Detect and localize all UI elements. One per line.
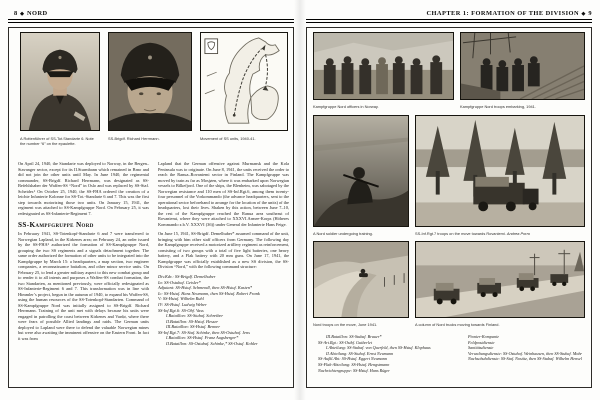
rgt7-on-the-move-photo — [415, 115, 585, 227]
command-line: Div.Kdr.: SS-Brigdf. Demelhuber — [158, 274, 216, 280]
roster-line: I.Abteilung: SS-Stubaf. von Querfeld, then SS-Hstuf. Klophaus — [326, 345, 431, 351]
paragraph-division-established: On June 15, 1941, SS-Brigdf. Demelhuber* assumed command of the unit, bringing with him other staff officers from Germany. The following day the Kampfgruppe received a motorized artillery regiment as reinforcement, consisting of two groups with a total of five light batteries, one heavy battery, and a Flak battery with 20 mm guns. On June 17, 1941, the Kampfgruppe was officially established as a new SS division, the SS-Division “Nord,” with the following command structure: — [158, 231, 289, 270]
roster-right-column — [468, 334, 586, 362]
caption-rgt7-move — [415, 231, 585, 236]
caption-troops-road: Nord troops on the move, June 1941. — [313, 322, 378, 327]
herrmann-portrait-photo — [108, 32, 192, 131]
caption-troops-embarking: Kampfgruppe Nord troops embarking, 1941. — [460, 104, 536, 109]
roster-line: Nachschubdienste: SS-Staf. Nostitz, then SS-Stubaf. Wilhelm Hensel — [468, 356, 582, 362]
caption-herrmann: SS-Brigdf. Richard Herrmann. — [108, 136, 160, 141]
caption-map: Movement of SS units, 1940-41. — [200, 136, 256, 141]
caption-rgt7-move-text: SS-Inf.Rgt.7 troops on the move towards Rovaniemi. — [415, 231, 506, 236]
command-line: II.Bataillon: SS-Hstuf. Hesser — [166, 318, 219, 324]
right-page-number: 9 — [588, 10, 592, 17]
left-header-rule — [8, 19, 294, 23]
command-line: Ia: SS-Ostubaf. Geisler* — [158, 279, 201, 285]
command-line: I.Bataillon: SS-Hstuf. Franz Augsberger* — [166, 335, 239, 341]
page-gutter — [294, 0, 306, 400]
diamond-icon: ◆ — [581, 11, 586, 17]
roster-line: II.Abteilung: SS-Stubaf. Ernst Neumann — [326, 350, 394, 356]
caption-truck-column: A column of Nord trucks moving towards Finland. — [415, 322, 500, 327]
roster-line: Verwaltungsdienste: SS-Ostubaf. Weinhausen, then SS-Stubaf. Mohr — [468, 350, 583, 356]
command-line: Ic: SS-Hstuf. Hans Neumann, then SS-Hstuf. Robert Frank — [158, 290, 260, 296]
truck-column-photo — [415, 241, 585, 318]
photo-credit: Andrea Porro — [506, 231, 531, 236]
chapter-title: CHAPTER 1: FORMATION OF THE DIVISION — [426, 10, 580, 17]
movement-map-image — [200, 32, 288, 131]
command-line: IV: SS-Hstuf. Ludwig Weber — [158, 302, 207, 308]
caption-rottenfuhrer: A Rottenführer of SS-Tot.Standarte 6. Note the number “6” on the epaulette. — [20, 136, 94, 146]
paragraph-lapland-transfer: Lapland that the German offensive against Murmansk and the Kola Peninsula was to originate. On June 8, 1941, the units received the order to reach the Ranua–Rovaniemi sector in Finland. The Kampfgruppe was moved by train as far as Mosjøen, where it was embarked upon Norwegian vessels to Bilkefjord. One of the ships, the Blenheim, was sabotaged by the Norwegian resistance and 110 men of SS-Inf.Rgt.6, among them twenty-four personnel of the Vorkommando (the advance headquarters, sent to the operational sector beforehand to arrange for the location of the units) of the headquarters, lost their lives. Shaken by this action, between June 7–10, the rest of the Kampfgruppe reached the Ranua area southeast of Rovaniemi, where they were attached to XXXVI.Armee-Korps (Höheres Kommando z.b.V. XXXVI (36)) under General der Infanterie Hans Feige. — [158, 161, 289, 227]
paragraph-kampfgruppe-formation: In February 1941, SS-Totenkopf-Standarte 6 and 7 were transferred to Norwegian Lapland, in the Kirkenes area; on February 24, an order issued by the SS-FHA² authorized the formation of SS-Kampfgruppe Nord, grouping the two SS regiments and a signals detachment together. The same order authorized the formation of other units to be integrated into the Kampfgruppe by March 15: a headquarters, a map section, two engineer companies, a reconnaissance battalion, and other minor service units. On February 25, to lend a greater military aspect to this new combat group and to render it to all intents and purposes a Waffen-SS combat formation, the two Standarten, as mentioned previously, were officially redesignated as SS-Infanterie-Regiment 6 and 7. This transformation was in line with Himmler’s project, begun in the autumn of 1940, to expand his Waffen-SS, using the human resources of the SS-Totenkopf-Standarten. Command of SS-Kampfgruppe Nord was initially assigned to SS-Brigdf. Richard Herrmann. Training of the unit met with delays because his units were engaged in patrolling the coast between Kirkenes and Vardø, where there were fears of possible Allied landings and raids. The German units deployed to Lapland were there to defend the valuable Norwegian mines but were also awaiting the imminent offensive on the Eastern Front. In fact it was from — [18, 231, 149, 341]
caption-soldier-training: A Nord soldier undergoing training. — [313, 231, 373, 236]
command-structure-list — [158, 274, 289, 346]
soldier-training-photo — [313, 115, 409, 227]
left-page-header — [14, 10, 48, 17]
roster-line: SS-Flak-Abteilung: SS-Hstuf. Hengstmann — [318, 361, 390, 367]
right-column-text — [158, 161, 289, 346]
section-heading-kampfgruppe-nord: SS-Kampfgruppe Nord — [18, 220, 94, 229]
roster-line: III.Bataillon: SS-Stubaf. Brauer* — [326, 334, 382, 339]
command-line: I.Bataillon: SS-Stubaf. Schreiber — [166, 313, 224, 319]
roster-line: Sanitätsdienste — [468, 345, 494, 351]
rottenfuhrer-portrait-photo — [20, 32, 100, 131]
command-line: SS-Inf.Rgt.6: SS-Obf. Vass — [158, 307, 204, 313]
left-page-number: 8 — [14, 10, 18, 17]
command-line: V: SS-Hstuf. Wilhelm Ruhl — [158, 296, 204, 302]
left-column-text — [18, 161, 149, 341]
troops-road-photo — [313, 241, 409, 318]
roster-line: Feldpostdienste — [468, 339, 495, 345]
command-line: Adjutant: SS-Hstuf. Schmendl, then SS-Hstuf. Kasten* — [158, 285, 253, 291]
diamond-icon: ◆ — [20, 11, 25, 17]
left-page-title: NORD — [26, 10, 48, 17]
roster-line: Nachrichtengruppe: SS-Hstuf. Hans Rüger — [318, 367, 390, 373]
roster-line: SS-Art.Rgt.: SS-Ostbf. Gutberlet — [318, 339, 373, 345]
command-line: III.Bataillon: SS-Hstuf. Benner — [166, 324, 221, 330]
troops-embarking-photo — [460, 32, 585, 100]
officers-norway-photo — [313, 32, 454, 100]
caption-officers-norway: Kampfgruppe Nord officers in Norway. — [313, 104, 379, 109]
command-line: II.Bataillon: SS-Ostubaf. Schinke,* SS-Ostuf. Kohler — [166, 340, 258, 346]
paragraph-standarte-norway: On April 24, 1940, the Standarte was deployed to Norway, in the Bergen–Stavanger sector, except for its II.Sturmbann which remained in Brno and did not join the other units until May. In June 1940, the regimental commander, SS-Brigdf. Richard Herrmann, was designated as SS-Befehlshaber der Waffen-SS “Nord” in Oslo and was replaced by SS-Staf. Scheider.¹ On October 25, 1940, the SS-FHA ordered the creation of a leichte Infanterie Kolonne for SS-Tot.-Standarte 6 and 7. This was the first step towards motorizing those two units. On January 15, 1941, the regiment was attached to SS-Kampfgruppe Nord. On February 25, it was redesignated as SS-Infanterie-Regiment 7. — [18, 161, 149, 216]
roster-line: SS-Aufkl.Abt: SS-Hstuf. Eggert Neumann — [318, 356, 387, 362]
right-header-rule — [306, 19, 592, 23]
roster-left-column — [318, 334, 464, 373]
roster-line: Pionier-Kompanie — [468, 334, 500, 339]
right-page-header — [306, 10, 592, 17]
command-line: SS-Inf.Rgt.7: SS-Staf. Schinke, then SS-Ostubaf. Jens — [158, 329, 250, 335]
